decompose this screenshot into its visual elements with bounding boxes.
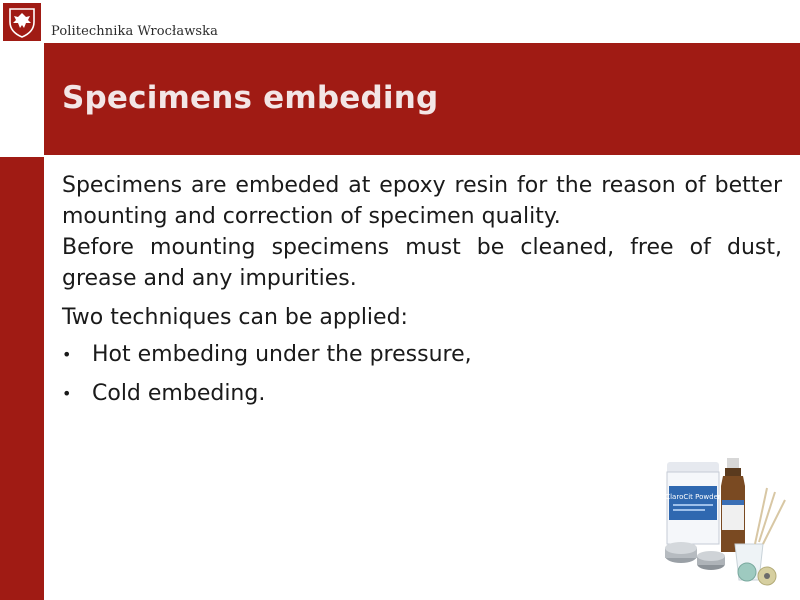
list-item-text: Hot embeding under the pressure,: [92, 342, 472, 367]
eagle-crest-icon: [4, 4, 40, 40]
list-item: [62, 339, 782, 370]
embedding-materials-image: [655, 452, 795, 592]
slide-body: [62, 170, 782, 417]
paragraph-intro: Specimens are embeded at epoxy resin for the reason of better mounting and correction of specimen quality.: [62, 173, 782, 229]
university-logo: [3, 3, 41, 41]
technique-list: [62, 339, 782, 409]
bullet-icon: •: [62, 345, 72, 364]
product-label: ClaroCit Powder: [665, 493, 721, 501]
paragraph-cleaning: Before mounting specimens must be cleaned, free of dust, grease and any impurities.: [62, 235, 782, 291]
left-accent-bar: [0, 157, 44, 600]
list-item: [62, 378, 782, 409]
slide-title: Specimens embeding: [62, 80, 439, 116]
bullet-icon: •: [62, 384, 72, 403]
list-item-text: Cold embeding.: [92, 381, 266, 406]
paragraph-techniques: Two techniques can be applied:: [62, 305, 408, 330]
embedding-products-illustration: [655, 452, 795, 592]
institution-name: Politechnika Wrocławska: [51, 24, 219, 39]
